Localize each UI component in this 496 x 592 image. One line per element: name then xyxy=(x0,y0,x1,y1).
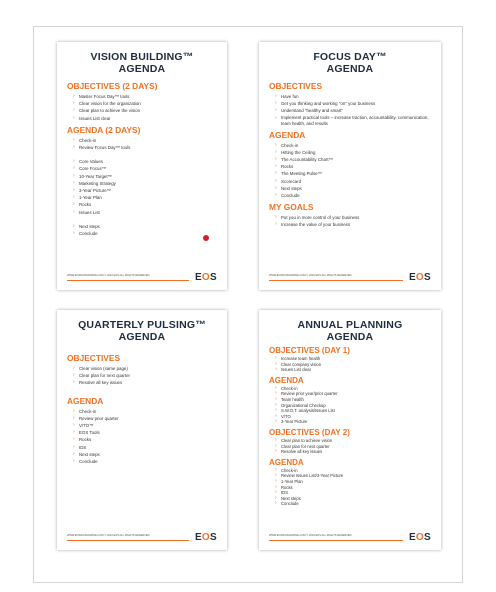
agenda-list xyxy=(67,408,217,466)
list-item: › Check-in xyxy=(73,408,217,415)
goals-list xyxy=(269,214,431,228)
card-footer: WWW.EOSWORLDWIDE.COM © 2023 EOS ALL RIGHTS RESERVED EOS xyxy=(67,532,217,543)
list-item: › Next steps xyxy=(73,223,217,230)
list-item: › Issues List xyxy=(73,209,217,216)
list-item: › Check-in xyxy=(275,468,431,474)
card-title: VISION BUILDING™ AGENDA xyxy=(90,51,194,75)
day1-objectives-heading: OBJECTIVES (DAY 1) xyxy=(269,346,350,355)
card-footer: WWW.EOSWORLDWIDE.COM © 2023 EOS ALL RIGHTS RESERVED EOS xyxy=(269,272,431,283)
list-item: › Clear plan for next quarter xyxy=(73,372,217,379)
list-item: › Rocks xyxy=(275,163,431,170)
list-item: › Resolve all key issues xyxy=(275,449,431,455)
eos-logo: EOS xyxy=(408,532,431,543)
list-item: › Clear plan to achieve the vision xyxy=(73,107,217,114)
list-item: › The Accountability Chart™ xyxy=(275,156,431,163)
objectives-list xyxy=(269,93,431,127)
red-dot-marker xyxy=(203,235,209,241)
list-item: › EOS Tools xyxy=(73,429,217,436)
list-item: › Scorecard xyxy=(275,178,431,185)
list-item: › Put you in more control of your business xyxy=(275,214,431,221)
list-item: › 10-Year Target™ xyxy=(73,173,217,180)
objectives-list xyxy=(67,365,217,387)
day2-agenda-list xyxy=(269,468,431,507)
list-item: › 3-Year Picture xyxy=(275,419,431,425)
eos-logo: EOS xyxy=(194,532,217,543)
objectives-heading: OBJECTIVES xyxy=(67,353,121,363)
agenda-list-part-3 xyxy=(67,223,217,237)
day2-agenda-heading: AGENDA xyxy=(269,457,304,467)
agenda-list-part-2 xyxy=(67,158,217,216)
list-item: › Review prior year/prior quarter xyxy=(275,391,431,397)
list-item: › Conclude xyxy=(73,458,217,465)
agenda-heading: AGENDA xyxy=(67,395,104,406)
objectives-heading: OBJECTIVES xyxy=(269,81,323,91)
list-item: › V/TO xyxy=(275,414,431,420)
list-item: › Increase team health xyxy=(275,356,431,362)
list-item: › Organizational Checkup xyxy=(275,403,431,409)
list-item: › Master Focus Day™ tools xyxy=(73,93,217,100)
list-item: › 3-Year Picture™ xyxy=(73,187,217,194)
agenda-heading: AGENDA (2 DAYS) xyxy=(67,124,141,135)
list-item: › Core Focus™ xyxy=(73,165,217,172)
list-item: › Next steps xyxy=(73,451,217,458)
list-item: › Hitting the Ceiling xyxy=(275,149,431,156)
list-item: › Core Values xyxy=(73,158,217,165)
list-item: › 1-Year Plan xyxy=(73,194,217,201)
list-item: › Rocks xyxy=(73,201,217,208)
card-footer: WWW.EOSWORLDWIDE.COM © 2023 EOS ALL RIGHTS RESERVED EOS xyxy=(67,272,217,283)
list-item: › Marketing Strategy xyxy=(73,180,217,187)
list-item: › Clear plan for next quarter xyxy=(275,444,431,450)
focus-day-agenda-card xyxy=(259,42,441,290)
agenda-list xyxy=(269,142,431,200)
list-item: › Review Issues List/3-Year Picture xyxy=(275,473,431,479)
objectives-list xyxy=(67,93,217,122)
list-item: › Check-in xyxy=(275,142,431,149)
day2-objectives-heading: OBJECTIVES (DAY 2) xyxy=(269,427,350,437)
list-item: › Next steps xyxy=(275,185,431,192)
list-item: › Issues List clear xyxy=(275,367,431,373)
list-item: › Conclude xyxy=(73,230,217,237)
list-item: › Issues List clear xyxy=(73,115,217,122)
list-item: › Resolve all key issues xyxy=(73,379,217,386)
list-item: › Clear plan to achieve vision xyxy=(275,438,431,444)
list-item: › Clear vision (same page) xyxy=(73,365,217,372)
day1-agenda-heading: AGENDA xyxy=(269,375,304,385)
eos-logo: EOS xyxy=(408,272,431,283)
list-item: › Have fun xyxy=(275,93,431,100)
list-item: › Increase the value of your business xyxy=(275,221,431,228)
list-item: › Next steps xyxy=(275,496,431,502)
list-item: › Review Focus Day™ tools xyxy=(73,144,217,151)
list-item: › Conclude xyxy=(275,192,431,199)
day1-agenda-list xyxy=(269,386,431,425)
card-title: QUARTERLY PULSING™ AGENDA xyxy=(78,319,206,343)
list-item: › IDS xyxy=(73,444,217,451)
list-item: › Conclude xyxy=(275,501,431,507)
day2-objectives-list xyxy=(269,438,431,455)
list-item: › 1-Year Plan xyxy=(275,479,431,485)
card-footer: WWW.EOSWORLDWIDE.COM © 2023 EOS ALL RIGHTS RESERVED EOS xyxy=(269,532,431,543)
day1-objectives-list xyxy=(269,356,431,373)
list-item: › The Meeting Pulse™ xyxy=(275,170,431,177)
eos-logo: EOS xyxy=(194,272,217,283)
quarterly-pulsing-agenda-card xyxy=(57,310,227,550)
list-item: › Team health xyxy=(275,397,431,403)
list-item: › IDS xyxy=(275,490,431,496)
goals-heading: MY GOALS xyxy=(269,202,314,213)
list-item: › V/TO™ xyxy=(73,422,217,429)
list-item: › Rocks xyxy=(275,485,431,491)
annual-planning-agenda-card xyxy=(259,310,441,550)
list-item: › Rocks xyxy=(73,436,217,443)
list-item: › Get you thinking and working "on" your business xyxy=(275,100,431,107)
list-item: › Review prior quarter xyxy=(73,415,217,422)
list-item: › Check-in xyxy=(275,386,431,392)
list-item: › Understand "healthy and smart" xyxy=(275,107,431,114)
list-item: › Clear company vision xyxy=(275,362,431,368)
card-title: ANNUAL PLANNING AGENDA xyxy=(297,319,403,343)
list-item: › Check-in xyxy=(73,137,217,144)
vision-building-agenda-card xyxy=(57,42,227,290)
objectives-heading: OBJECTIVES (2 DAYS) xyxy=(67,81,158,91)
list-item: › Implement practical tools – increase traction, accountability, communication, team health, and results xyxy=(275,115,431,127)
list-item: › Clear vision for the organization xyxy=(73,100,217,107)
card-title: FOCUS DAY™ AGENDA xyxy=(313,51,387,75)
agenda-list-part-1 xyxy=(67,137,217,151)
list-item: › S.W.O.T. analysis/Issues List xyxy=(275,408,431,414)
agenda-heading: AGENDA xyxy=(269,129,306,140)
